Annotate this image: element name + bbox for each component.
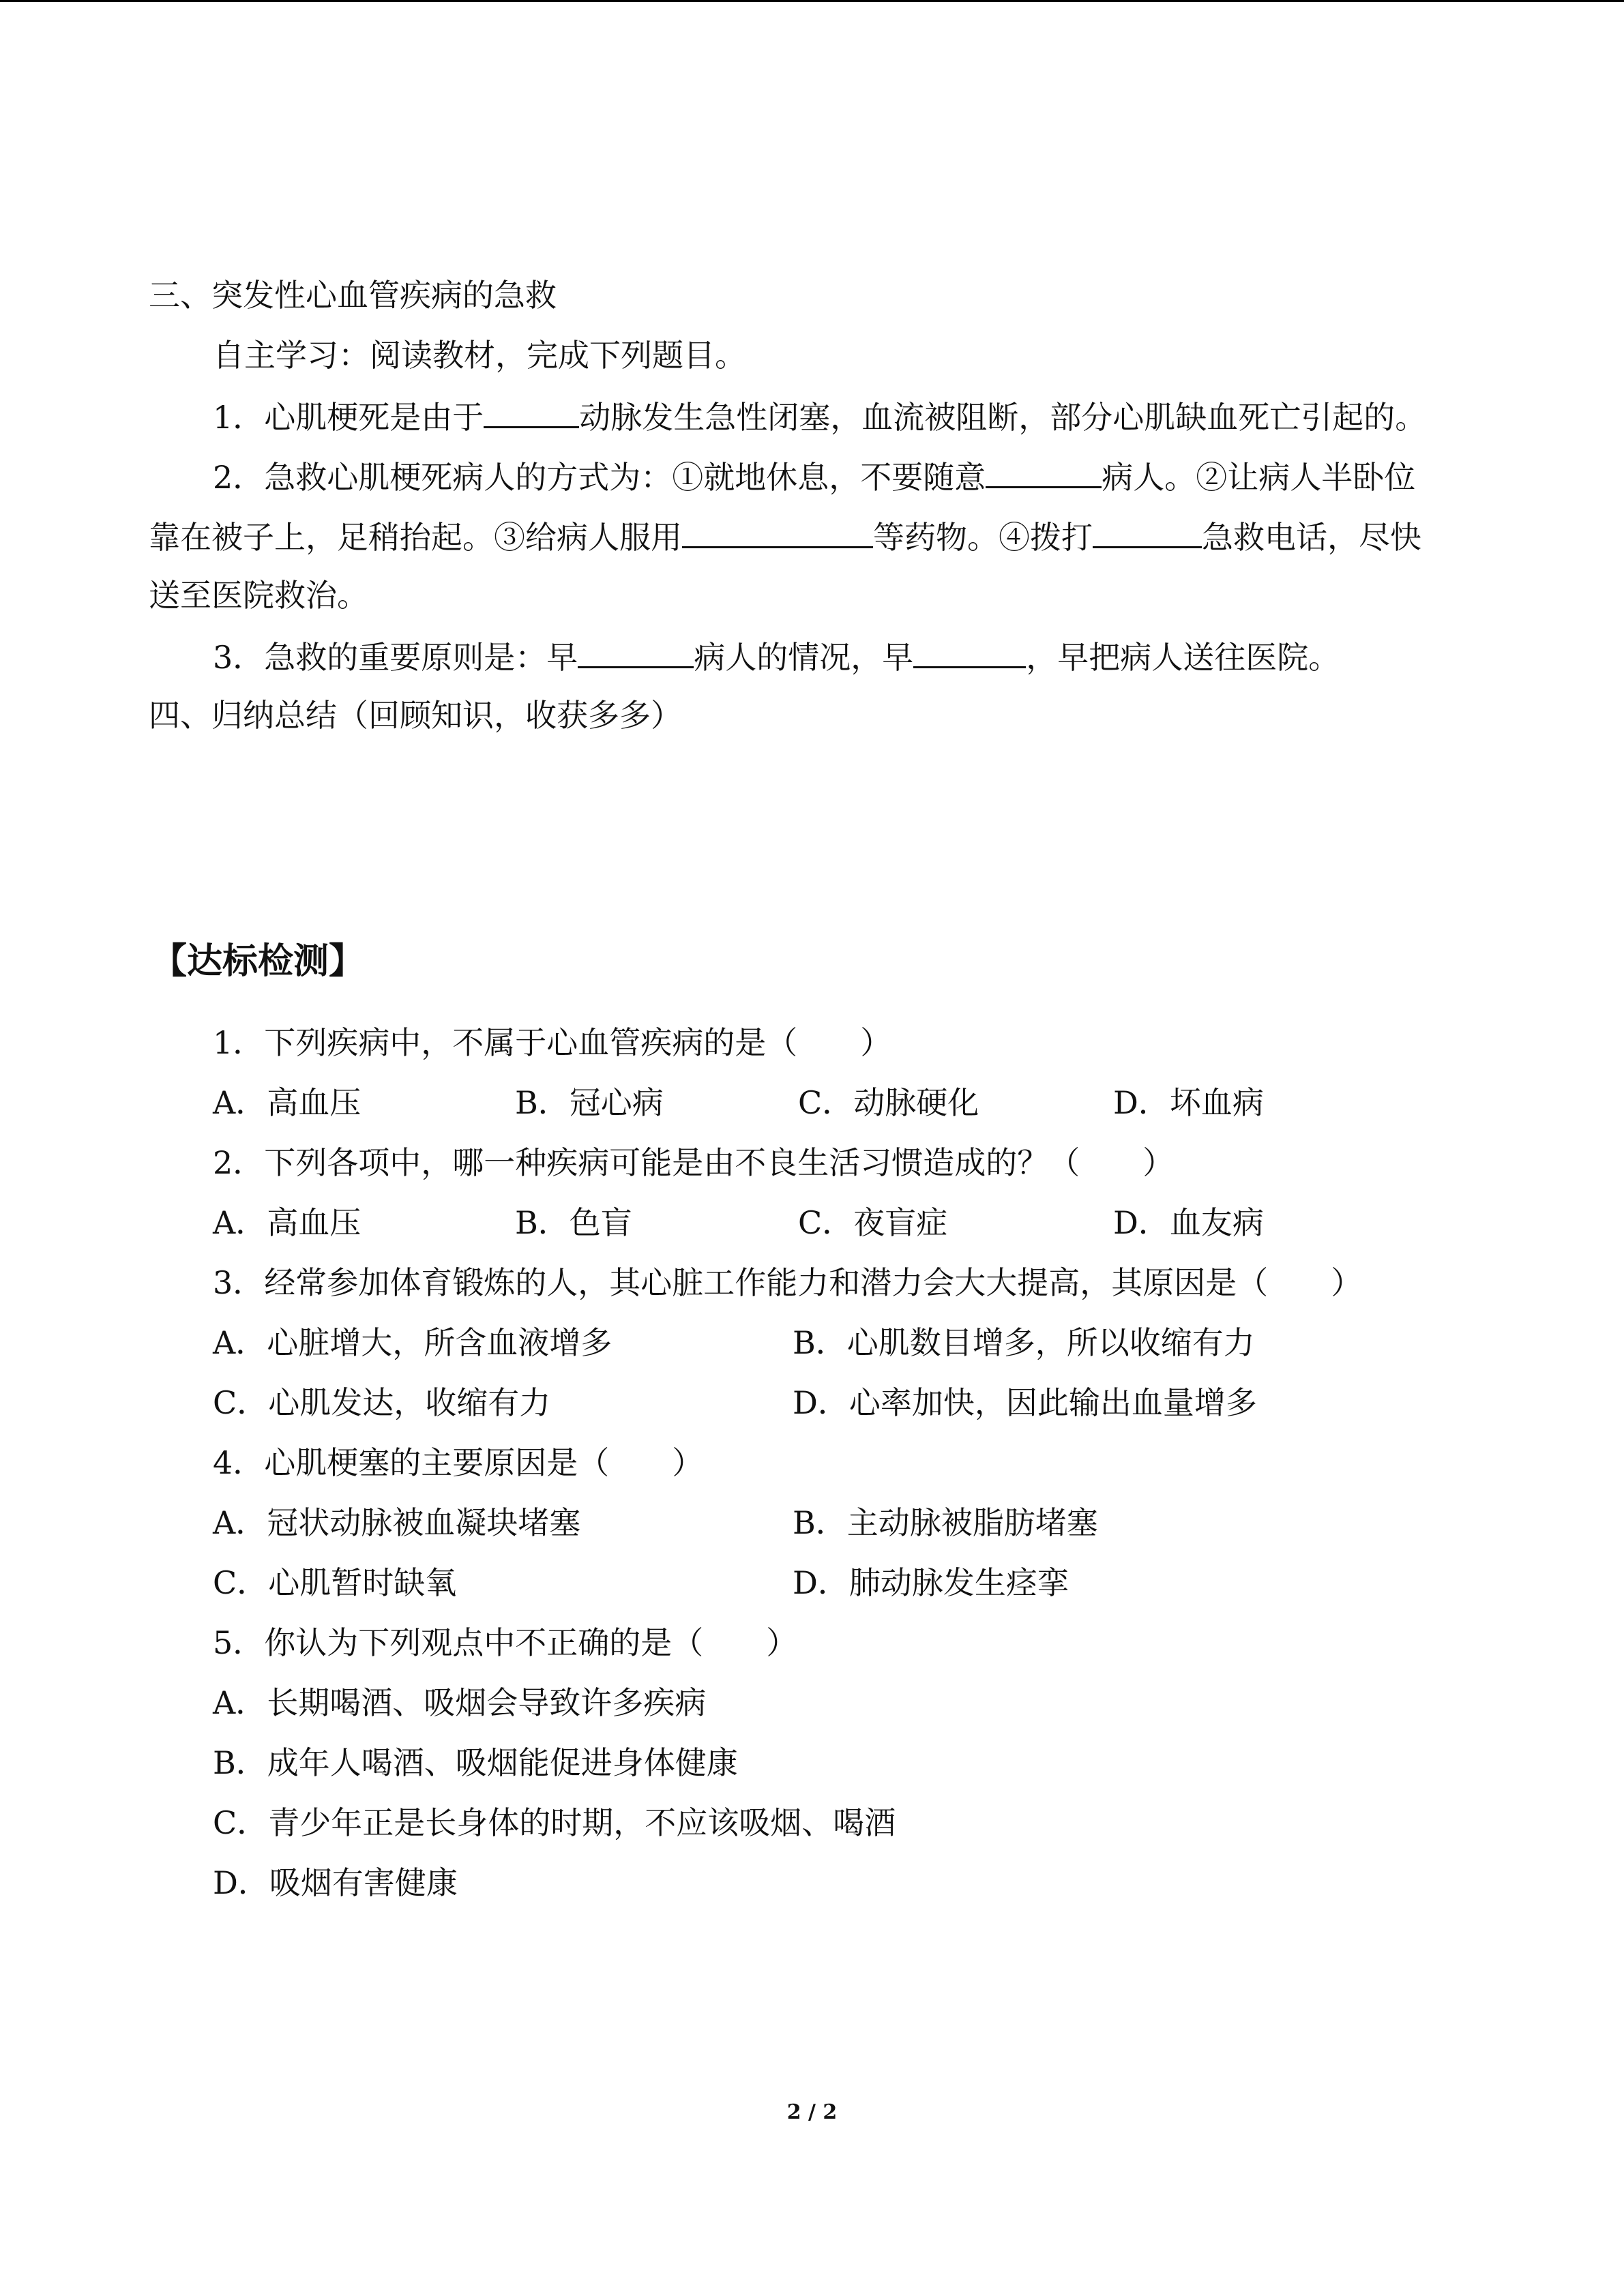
q2-text-a: 2．急救心肌梗死病人的方式为：①就地休息，不要随意	[213, 459, 986, 496]
self-study-instruction: 自主学习：阅读教材，完成下列题目。	[213, 337, 746, 374]
question-4-options-row-1	[213, 1502, 1577, 1543]
fill-question-3	[213, 635, 1340, 676]
option-d[interactable]: D．肺动脉发生痉挛	[793, 1564, 1069, 1601]
option-a[interactable]: A．长期喝酒、吸烟会导致许多疾病	[213, 1684, 707, 1721]
answer-blank[interactable]	[484, 395, 579, 428]
option-b[interactable]: B．主动脉被脂肪堵塞	[793, 1504, 1098, 1541]
question-5-stem: 5．你认为下列观点中不正确的是（ ）	[213, 1624, 798, 1661]
q1-text-b: 动脉发生急性闭塞，血流被阻断，部分心肌缺血死亡引起的。	[579, 399, 1427, 436]
question-4-stem: 4．心肌梗塞的主要原因是（ ）	[213, 1444, 704, 1481]
option-c[interactable]: C．动脉硬化	[798, 1084, 979, 1121]
page-number: 2 / 2	[786, 2100, 838, 2124]
question-2-stem: 2．下列各项中，哪一种疾病可能是由不良生活习惯造成的？（ ）	[213, 1144, 1175, 1181]
option-c[interactable]: C．青少年正是长身体的时期，不应该吸烟、喝酒	[213, 1804, 896, 1841]
q2-text-c: 靠在被子上，足稍抬起。③给病人服用	[149, 519, 682, 556]
fill-question-2-line-3: 送至医院救治。	[149, 577, 368, 614]
q3-text-c: ，早把病人送往医院。	[1026, 639, 1340, 676]
answer-blank[interactable]	[682, 515, 873, 548]
option-a[interactable]: A．心脏增大，所含血液增多	[213, 1324, 612, 1361]
fill-question-1	[213, 395, 1426, 436]
option-b[interactable]: B．冠心病	[515, 1084, 664, 1121]
section-4-title: 四、归纳总结（回顾知识，收获多多）	[149, 697, 682, 734]
option-b[interactable]: B．心肌数目增多，所以收缩有力	[793, 1324, 1255, 1361]
q3-text-b: 病人的情况，早	[694, 639, 914, 676]
option-c[interactable]: C．夜盲症	[798, 1204, 948, 1241]
question-2-options	[213, 1202, 1577, 1243]
option-a[interactable]: A．高血压	[213, 1084, 361, 1121]
answer-blank[interactable]	[578, 635, 694, 668]
option-d[interactable]: D．坏血病	[1113, 1084, 1264, 1121]
fill-question-2-line-2	[149, 515, 1421, 556]
q2-text-e: 急救电话，尽快	[1202, 519, 1421, 556]
answer-blank[interactable]	[986, 455, 1102, 488]
question-4-options-row-2	[213, 1562, 1577, 1603]
option-a[interactable]: A．高血压	[213, 1204, 361, 1241]
option-c[interactable]: C．心肌暂时缺氧	[213, 1564, 457, 1601]
q3-text-a: 3．急救的重要原则是：早	[213, 639, 578, 676]
option-d[interactable]: D．心率加快，因此输出血量增多	[793, 1384, 1257, 1421]
option-b[interactable]: B．成年人喝酒、吸烟能促进身体健康	[213, 1744, 738, 1781]
question-1-stem: 1．下列疾病中，不属于心血管疾病的是（ ）	[213, 1024, 892, 1061]
option-a[interactable]: A．冠状动脉被血凝块堵塞	[213, 1504, 581, 1541]
q2-text-b: 病人。②让病人半卧位	[1102, 459, 1416, 496]
question-3-options-row-1	[213, 1322, 1577, 1363]
test-heading: 【达标检测】	[151, 940, 365, 982]
option-b[interactable]: B．色盲	[515, 1204, 632, 1241]
q1-text-a: 1．心肌梗死是由于	[213, 399, 484, 436]
option-c[interactable]: C．心肌发达，收缩有力	[213, 1384, 551, 1421]
section-3-title: 三、突发性心血管疾病的急救	[149, 277, 557, 314]
answer-blank[interactable]	[1093, 515, 1202, 548]
top-border	[0, 0, 1624, 2]
question-3-options-row-2	[213, 1382, 1577, 1423]
fill-question-2-line-1	[213, 455, 1415, 496]
question-3-stem: 3．经常参加体育锻炼的人，其心脏工作能力和潜力会大大提高，其原因是（ ）	[213, 1264, 1363, 1301]
option-d[interactable]: D．血友病	[1113, 1204, 1264, 1241]
question-1-options	[213, 1082, 1577, 1123]
option-d[interactable]: D．吸烟有害健康	[213, 1864, 458, 1901]
answer-blank[interactable]	[913, 635, 1026, 668]
q2-text-d: 等药物。④拨打	[873, 519, 1093, 556]
